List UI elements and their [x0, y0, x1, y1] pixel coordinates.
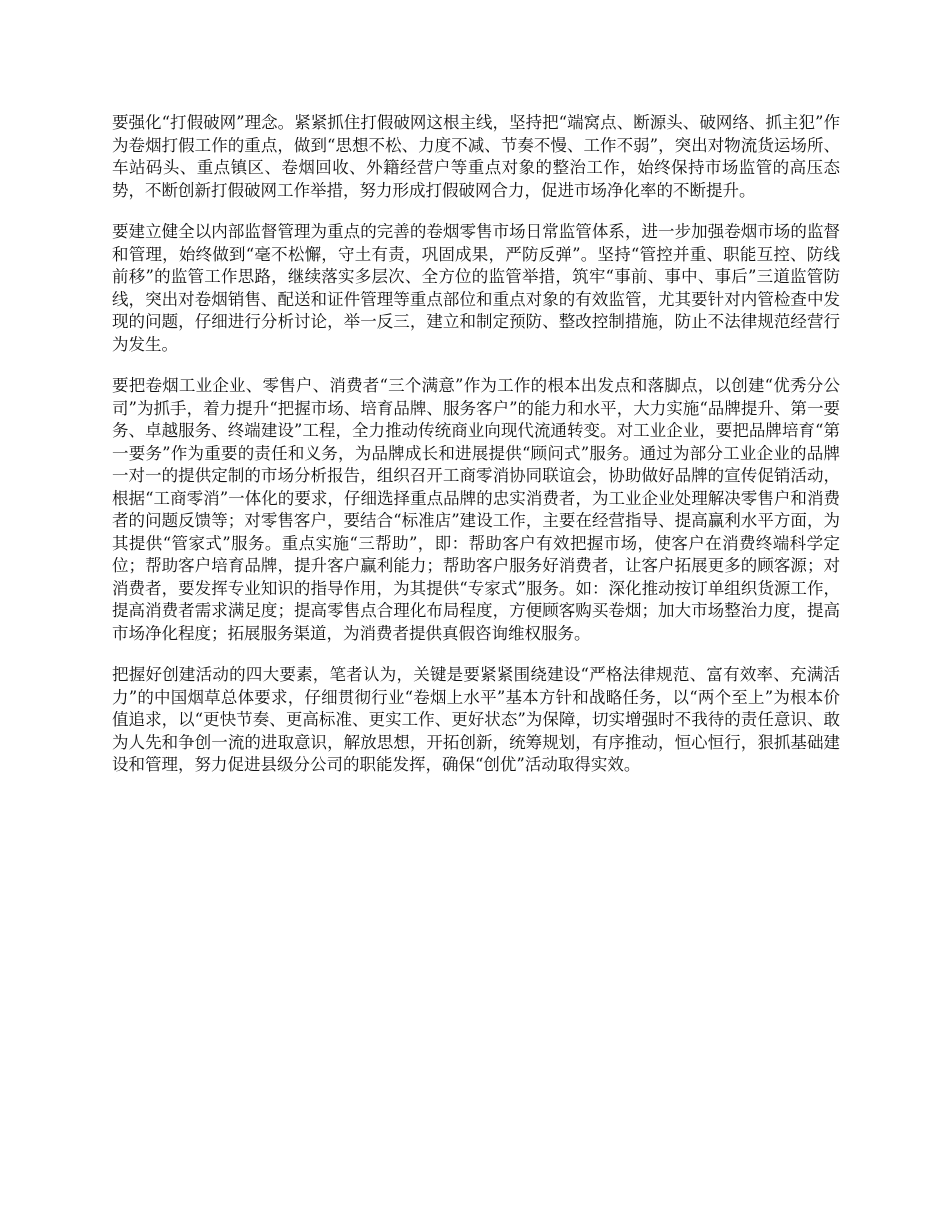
- paragraph-2: 要建立健全以内部监督管理为重点的完善的卷烟零售市场日常监管体系，进一步加强卷烟市场的监督和管理，始终做到“毫不松懈，守土有责，巩固成果，严防反弹”。坚持“管控并重、职能互控、防线前移”的监管工作思路，继续落实多层次、全方位的监管举措，筑牢“事前、事中、事后”三道监管防线，突出对卷烟销售、配送和证件管理等重点部位和重点对象的有效监管，尤其要针对内管检查中发现的问题，仔细进行分析讨论，举一反三，建立和制定预防、整改控制措施，防止不法律规范经营行为发生。: [112, 222, 840, 354]
- document-body: [112, 112, 840, 796]
- paragraph-4: 把握好创建活动的四大要素，笔者认为，关键是要紧紧围绕建设“严格法律规范、富有效率、充满活力”的中国烟草总体要求，仔细贯彻行业“卷烟上水平”基本方针和战略任务，以“两个至上”为根本价值追求，以“更快节奏、更高标准、更实工作、更好状态”为保障，切实增强时不我待的责任意识、敢为人先和争创一流的进取意识，解放思想，开拓创新，统筹规划，有序推动，恒心恒行，狠抓基础建设和管理，努力促进县级分公司的职能发挥，确保“创优”活动取得实效。: [112, 665, 840, 774]
- paragraph-3: 要把卷烟工业企业、零售户、消费者“三个满意”作为工作的根本出发点和落脚点，以创建“优秀分公司”为抓手，着力提升“把握市场、培育品牌、服务客户”的能力和水平，大力实施“品牌提升、第一要务、卓越服务、终端建设”工程，全力推动传统商业向现代流通转变。对工业企业，要把品牌培育“第一要务”作为重要的责任和义务，为品牌成长和进展提供“顾问式”服务。通过为部分工业企业的品牌一对一的提供定制的市场分析报告，组织召开工商零消协同联谊会，协助做好品牌的宣传促销活动，根据“工商零消”一体化的要求，仔细选择重点品牌的忠实消费者，为工业企业处理解决零售户和消费者的问题反馈等；对零售客户，要结合“标准店”建设工作，主要在经营指导、提高赢利水平方面，为其提供“管家式”服务。重点实施“三帮助”，即：帮助客户有效把握市场，使客户在消费终端科学定位；帮助客户培育品牌，提升客户赢利能力；帮助客户服务好消费者，让客户拓展更多的顾客源；对消费者，要发挥专业知识的指导作用，为其提供“专家式”服务。如：深化推动按订单组织货源工作，提高消费者需求满足度；提高零售点合理化布局程度，方便顾客购买卷烟；加大市场整治力度，提高市场净化程度；拓展服务渠道，为消费者提供真假咨询维权服务。: [112, 376, 840, 643]
- paragraph-1: 要强化“打假破网”理念。紧紧抓住打假破网这根主线，坚持把“端窝点、断源头、破网络、抓主犯”作为卷烟打假工作的重点，做到“思想不松、力度不减、节奏不慢、工作不弱”，突出对物流货运场所、车站码头、重点镇区、卷烟回收、外籍经营户等重点对象的整治工作，始终保持市场监管的高压态势，不断创新打假破网工作举措，努力形成打假破网合力，促进市场净化率的不断提升。: [112, 113, 840, 200]
